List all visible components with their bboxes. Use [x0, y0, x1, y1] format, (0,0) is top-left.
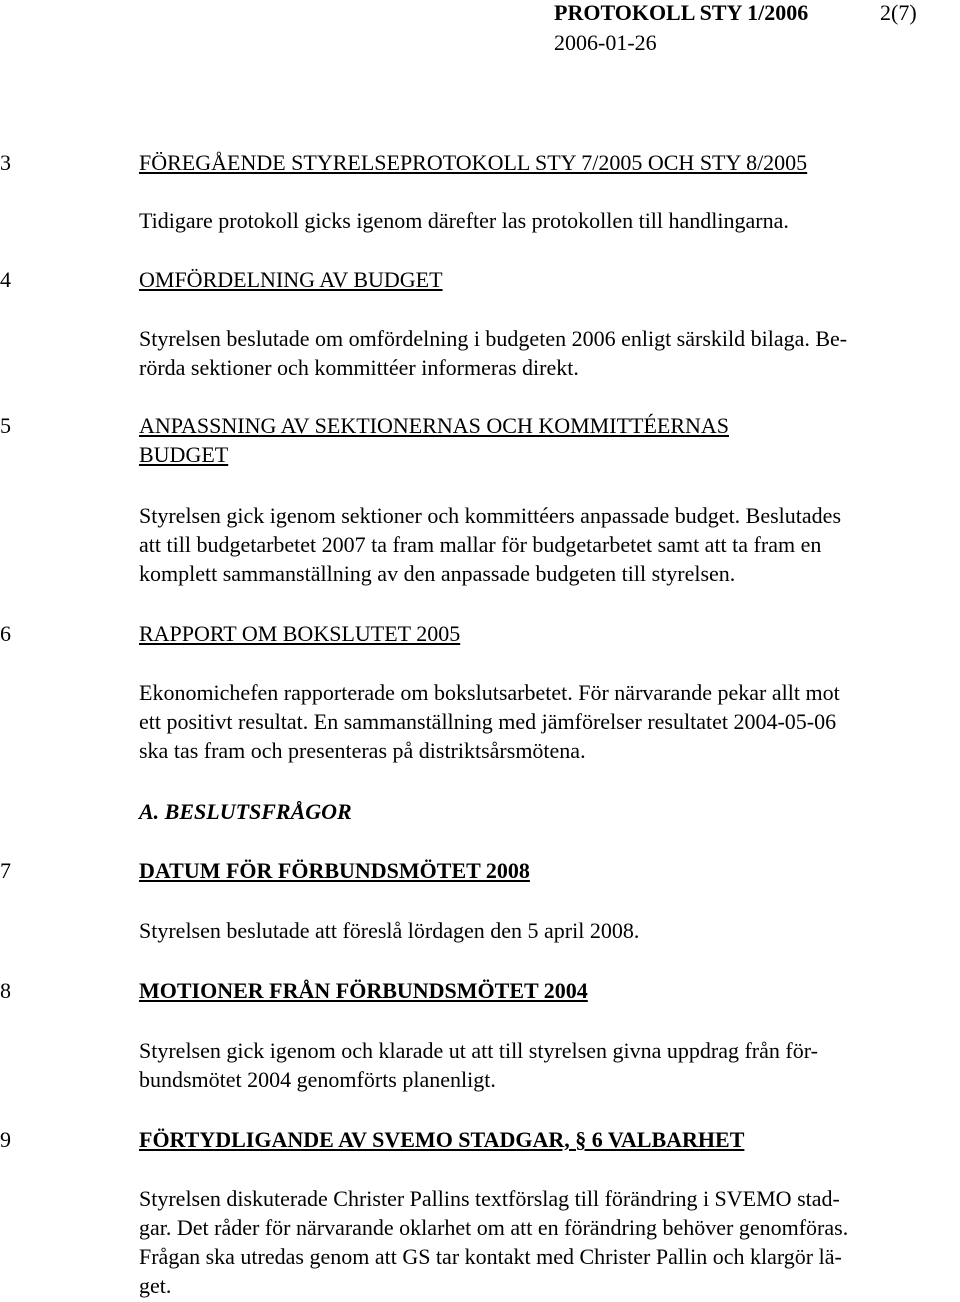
- document-date: 2006-01-26: [554, 30, 657, 55]
- section-paragraph: Styrelsen beslutade om omfördelning i budgeten 2006 enligt särskild bilaga. Be- rörda sektioner och kommittéer informeras direkt.: [139, 326, 848, 380]
- page-number: 2(7): [880, 0, 917, 25]
- section-heading-line-2: BUDGET: [139, 442, 229, 467]
- decision-matters-subheading: A. BESLUTSFRÅGOR: [139, 799, 352, 824]
- section-heading: MOTIONER FRÅN FÖRBUNDSMÖTET 2004: [139, 978, 588, 1003]
- section-paragraph: Styrelsen gick igenom sektioner och kommittéers anpassade budget. Beslutades att till budgetarbetet 2007 ta fram mallar för budgetarbetet samt att ta fram en komplett sammanställning av den anpassade budgeten till styrelsen.: [139, 503, 842, 586]
- section-heading: RAPPORT OM BOKSLUTET 2005: [139, 621, 461, 646]
- section-paragraph: Styrelsen beslutade att föreslå lördagen den 5 april 2008.: [139, 918, 640, 943]
- section-heading: FÖREGÅENDE STYRELSEPROTOKOLL STY 7/2005 OCH STY 8/2005: [139, 150, 808, 175]
- section-number: 3: [0, 150, 11, 175]
- section-heading: FÖRTYDLIGANDE AV SVEMO STADGAR, § 6 VALBARHET: [139, 1127, 745, 1152]
- section-number: 4: [0, 267, 11, 292]
- section-number: 7: [0, 858, 11, 883]
- section-paragraph: Ekonomichefen rapporterade om bokslutsarbetet. För närvarande pekar allt mot ett positivt resultat. En sammanställning med jämförelser resultatet 2004-05-06 ska tas fram och presenteras på distriktsårsmötena.: [139, 680, 840, 763]
- section-number: 8: [0, 978, 11, 1003]
- section-number: 9: [0, 1127, 11, 1152]
- section-paragraph: Tidigare protokoll gicks igenom därefter las protokollen till handlingarna.: [139, 208, 789, 233]
- section-heading: DATUM FÖR FÖRBUNDSMÖTET 2008: [139, 858, 530, 883]
- document-title: PROTOKOLL STY 1/2006: [554, 0, 809, 25]
- section-heading-line-1: ANPASSNING AV SEKTIONERNAS OCH KOMMITTÉERNAS: [139, 413, 730, 438]
- section-number: 6: [0, 621, 11, 646]
- section-heading: OMFÖRDELNING AV BUDGET: [139, 267, 443, 292]
- section-paragraph: Styrelsen gick igenom och klarade ut att till styrelsen givna uppdrag från för- bundsmötet 2004 genomförts planenligt.: [139, 1038, 818, 1092]
- section-number: 5: [0, 413, 11, 438]
- section-paragraph: Styrelsen diskuterade Christer Pallins textförslag till förändring i SVEMO stad- gar. Det råder för närvarande oklarhet om att en förändring behöver genomföras. Frågan ska utredas genom att GS tar kontakt med Christer Pallin och klargör lä- get.: [139, 1186, 849, 1298]
